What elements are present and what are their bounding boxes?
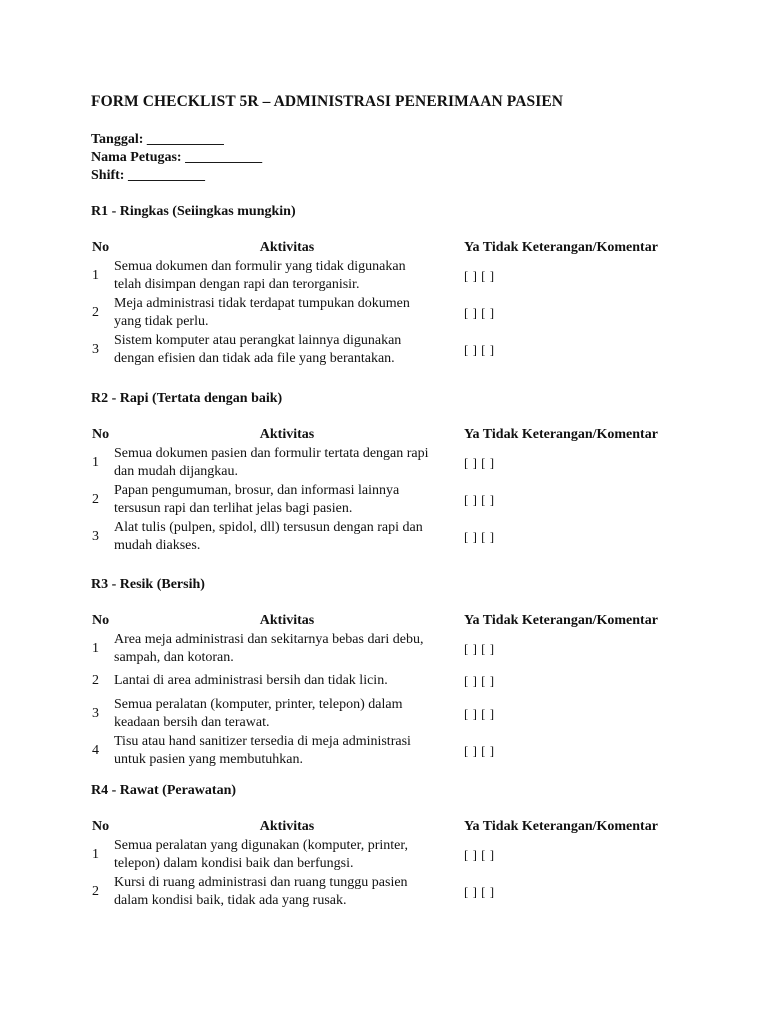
aktivitas-line: Meja administrasi tidak terdapat tumpukan dokumen [114,295,410,311]
table-row [90,667,676,695]
header-aktivitas: Aktivitas [259,427,315,442]
row-aktivitas [114,695,460,732]
checklist-section [90,203,690,368]
aktivitas-line: sampah, dan kotoran. [114,649,234,665]
table-row [90,294,676,331]
row-aktivitas [114,836,460,873]
row-aktivitas [114,331,460,368]
row-number: 1 [92,454,99,470]
row-aktivitas [114,294,460,331]
aktivitas-line: Semua peralatan (komputer, printer, telepon) dalam [114,696,403,712]
ya-tidak-checkboxes[interactable]: [ ] [ ] [464,742,495,758]
row-number: 1 [92,640,99,656]
row-aktivitas [114,630,460,667]
ya-tidak-checkboxes[interactable]: [ ] [ ] [464,528,495,544]
row-aktivitas [114,444,460,481]
ya-tidak-checkboxes[interactable]: [ ] [ ] [464,883,495,899]
aktivitas-line: Semua dokumen pasien dan formulir tertata dengan rapi [114,445,429,461]
checklist-section [90,390,690,555]
document-title: FORM CHECKLIST 5R – ADMINISTRASI PENERIMAAN PASIEN [91,93,564,110]
table-header-row [90,818,676,836]
checklist-table [90,426,676,555]
aktivitas-line: Kursi di ruang administrasi dan ruang tunggu pasien [114,874,408,890]
ya-tidak-checkboxes[interactable]: [ ] [ ] [464,846,495,862]
field-shift: Shift: ___________ [91,168,205,183]
row-number: 3 [92,705,99,721]
ya-tidak-checkboxes[interactable]: [ ] [ ] [464,267,495,283]
aktivitas-line: telah disimpan dengan rapi dan terorganisir. [114,276,360,292]
row-number: 2 [92,673,99,688]
checklist-table [90,239,676,368]
header-no: No [92,240,110,255]
checklist-table [90,818,676,910]
row-aktivitas [114,873,460,910]
ya-tidak-checkboxes[interactable]: [ ] [ ] [464,640,495,656]
header-ya-tidak-keterangan: Ya Tidak Keterangan/Komentar [464,613,658,628]
table-row [90,732,676,769]
checklist-section [90,782,690,910]
checklist-section [90,576,690,769]
row-number: 1 [92,846,99,862]
table-row [90,444,676,481]
table-row [90,257,676,294]
ya-tidak-checkboxes[interactable]: [ ] [ ] [464,304,495,320]
aktivitas-line: Area meja administrasi dan sekitarnya bebas dari debu, [114,631,424,647]
field-tanggal: Tanggal: ___________ [91,132,224,147]
aktivitas-line: Alat tulis (pulpen, spidol, dll) tersusun dengan rapi dan [114,519,423,535]
row-aktivitas [114,257,460,294]
row-number: 3 [92,341,99,357]
aktivitas-line: telepon) dalam kondisi baik dan berfungsi. [114,855,354,871]
aktivitas-line: tersusun rapi dan terlihat jelas bagi pasien. [114,500,353,516]
header-no: No [92,613,110,628]
aktivitas-line: Tisu atau hand sanitizer tersedia di meja administrasi [114,733,411,749]
section-title: R4 - Rawat (Perawatan) [91,783,237,798]
table-row [90,630,676,667]
header-aktivitas: Aktivitas [259,613,315,628]
aktivitas-line: Semua peralatan yang digunakan (komputer, printer, [114,837,408,853]
row-number: 3 [92,528,99,544]
section-title: R2 - Rapi (Tertata dengan baik) [91,391,283,406]
table-row [90,518,676,555]
row-number: 2 [92,883,99,899]
ya-tidak-checkboxes[interactable]: [ ] [ ] [464,673,495,688]
header-ya-tidak-keterangan: Ya Tidak Keterangan/Komentar [464,427,658,442]
table-header-row [90,426,676,444]
row-number: 2 [92,304,99,320]
field-nama-petugas: Nama Petugas: ___________ [91,150,263,165]
aktivitas-line: untuk pasien yang membutuhkan. [114,751,303,767]
ya-tidak-checkboxes[interactable]: [ ] [ ] [464,705,495,721]
aktivitas-line: dalam kondisi baik, tidak ada yang rusak. [114,892,347,908]
table-row [90,331,676,368]
header-no: No [92,819,110,834]
header-ya-tidak-keterangan: Ya Tidak Keterangan/Komentar [464,819,658,834]
ya-tidak-checkboxes[interactable]: [ ] [ ] [464,491,495,507]
form-fields [91,131,262,185]
section-title: R1 - Ringkas (Seiingkas mungkin) [91,204,296,219]
aktivitas-line: dengan efisien dan tidak ada file yang berantakan. [114,350,395,366]
ya-tidak-checkboxes[interactable]: [ ] [ ] [464,454,495,470]
header-aktivitas: Aktivitas [259,240,315,255]
header-ya-tidak-keterangan: Ya Tidak Keterangan/Komentar [464,240,658,255]
header-no: No [92,427,110,442]
table-row [90,836,676,873]
aktivitas-line: keadaan bersih dan terawat. [114,714,270,730]
table-header-row [90,239,676,257]
table-row [90,873,676,910]
row-aktivitas [114,518,460,555]
row-aktivitas [114,481,460,518]
aktivitas-line: Semua dokumen dan formulir yang tidak digunakan [114,258,406,274]
table-row [90,481,676,518]
row-aktivitas [114,732,460,769]
row-number: 1 [92,267,99,283]
row-number: 2 [92,491,99,507]
aktivitas-line: dan mudah dijangkau. [114,463,239,479]
row-number: 4 [92,742,99,758]
section-title: R3 - Resik (Bersih) [91,577,205,592]
table-row [90,695,676,732]
aktivitas-line: Sistem komputer atau perangkat lainnya digunakan [114,332,402,348]
checklist-table [90,612,676,769]
aktivitas-line: Lantai di area administrasi bersih dan tidak licin. [114,673,388,688]
aktivitas-line: Papan pengumuman, brosur, dan informasi lainnya [114,482,400,498]
row-aktivitas [114,667,460,695]
table-header-row [90,612,676,630]
ya-tidak-checkboxes[interactable]: [ ] [ ] [464,341,495,357]
aktivitas-line: mudah diakses. [114,537,201,553]
header-aktivitas: Aktivitas [259,819,315,834]
aktivitas-line: yang tidak perlu. [114,313,209,329]
